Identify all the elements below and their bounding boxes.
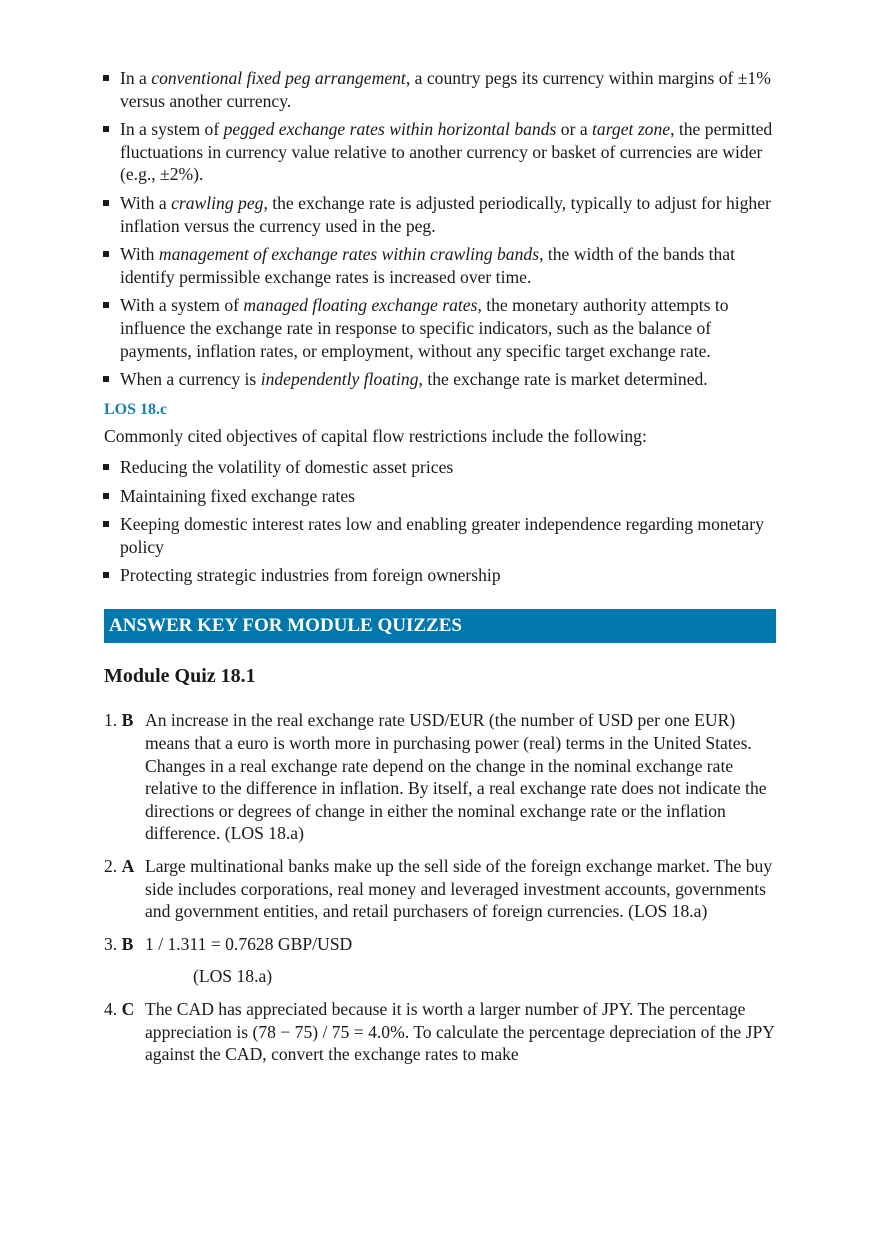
italic-term: target zone [592,119,671,140]
answer-text: The CAD has appreciated because it is worth a larger number of JPY. The percentage appreciation is (78 − 75) / 75 = 4.0%. To calculate the percentage depreciation of the JPY against the CAD, convert the exchange rates to make [145,999,775,1065]
text: Keeping domestic interest rates low and enabling greater independence regarding monetary policy [120,514,764,557]
bullet-icon [103,376,109,382]
exchange-regime-list [104,67,776,391]
text: With a [120,192,172,213]
answer-item [104,709,776,845]
answer-number: 1. [104,710,118,731]
answer-text: 1 / 1.311 = 0.7628 GBP/USD [145,933,353,954]
bullet-icon [103,126,109,132]
list-item [104,243,776,288]
answer-item [104,933,776,988]
list-item [104,192,776,237]
list-item [104,564,776,587]
bullet-icon [103,464,109,470]
answer-key-banner: ANSWER KEY FOR MODULE QUIZZES [104,609,776,643]
intro-text: Commonly cited objectives of capital flow restrictions include the following: [104,426,647,447]
text: With a system of [120,295,244,316]
answer-letter: C [121,999,135,1019]
answer-text: Large multinational banks make up the sell side of the foreign exchange market. The buy side includes corporations, real money and leveraged investment accounts, governments and government entities, and retail purchasers of foreign currencies. (LOS 18.a) [145,856,773,922]
text: , the permitted fluctuations in currency value relative to another currency or basket of currencies are wider (e.g., ±2%). [120,119,773,185]
italic-term: pegged exchange rates within horizontal bands [223,119,557,140]
content [104,67,776,1076]
answer-number: 4. [104,999,118,1019]
text: Maintaining fixed exchange rates [120,485,355,506]
answer-letter: A [121,856,135,877]
list-item [104,368,776,391]
bullet-icon [103,75,109,81]
list-item [104,294,776,362]
bullet-icon [103,302,109,308]
objectives-list [104,456,776,587]
list-item [104,485,776,508]
list-item [104,118,776,186]
answer-number: 2. [104,856,118,877]
text: With [120,244,159,265]
answer-item [104,998,776,1066]
answer-item [104,855,776,923]
italic-term: independently floating [260,369,419,390]
italic-term: crawling peg [171,192,264,213]
answers-list [104,709,776,1065]
answer-number: 3. [104,933,118,954]
text: , a country pegs its currency within margins of ±1% versus another currency. [120,68,771,111]
bullet-icon [103,251,109,257]
list-item [104,67,776,112]
los-heading: LOS 18.c [104,400,168,418]
text: In a [120,68,152,88]
text: , the monetary authority attempts to influence the exchange rate in response to specific indicators, such as the balance of payments, inflation rates, or employment, without any specific target exchange rate. [120,295,729,361]
list-item [104,513,776,558]
italic-term: management of exchange rates within crawling bands [158,244,540,265]
bullet-icon [103,200,109,206]
italic-term: conventional fixed peg arrangement [151,68,406,88]
text: , the exchange rate is adjusted periodically, typically to adjust for higher inflation versus the currency used in the peg. [120,192,771,236]
answer-reference: (LOS 18.a) [193,966,273,987]
bullet-icon [103,493,109,499]
text: or a [556,119,593,140]
answer-letter: B [121,933,134,954]
text: When a currency is [120,369,261,390]
text: Reducing the volatility of domestic asset prices [120,456,454,477]
text: Protecting strategic industries from foreign ownership [120,565,501,586]
text: , the width of the bands that identify permissible exchange rates is increased over time. [120,244,735,287]
text: , the exchange rate is market determined. [418,369,708,390]
module-quiz-heading: Module Quiz 18.1 [104,664,256,687]
text: In a system of [120,119,224,140]
italic-term: managed floating exchange rates [243,295,478,316]
answer-letter: B [121,710,134,731]
bullet-icon [103,572,109,578]
answer-text: An increase in the real exchange rate USD/EUR (the number of USD per one EUR) means that a euro is worth more in purchasing power (real) terms in the United States. Changes in a real exchange rate depend on the change in the nominal exchange rate relative to the difference in inflation. By itself, a real exchange rate does not indicate the directions or degrees of change in either the nominal exchange rate or the inflation difference. (LOS 18.a) [145,710,767,844]
list-item [104,456,776,479]
bullet-icon [103,521,109,527]
